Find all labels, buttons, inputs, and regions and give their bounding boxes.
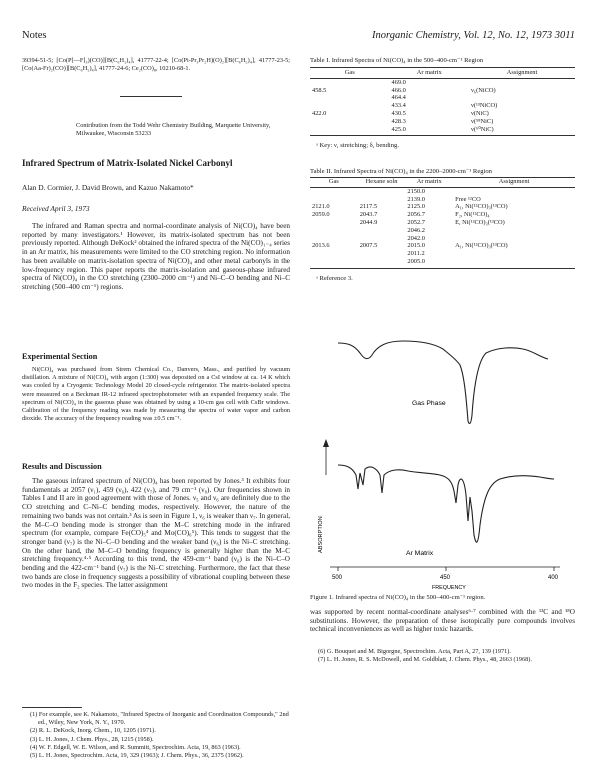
absorption-arrow-head xyxy=(323,439,329,447)
table1-row xyxy=(310,126,575,134)
table-1-header-assignment: Assignment xyxy=(469,69,575,78)
table1-cell xyxy=(310,118,390,126)
table2-row xyxy=(310,203,575,211)
received-date: Received April 3, 1973 xyxy=(22,204,90,213)
table1-cell: ν(⁶⁰NiC) xyxy=(471,125,494,133)
table1-cell xyxy=(469,78,575,86)
reference-5: (5) L. H. Jones, Spectrochim. Acta, 19, 329 (1963); J. Chem. Phys., 36, 2375 (1962). xyxy=(30,752,244,760)
table2-row xyxy=(310,250,575,258)
table2-cell xyxy=(453,227,575,235)
introduction-paragraph: The infrared and Raman spectra and normal-coordinate analysis of Ni(CO)₄ have been reported by many investigators.¹ However, its matrix-isolated spectrum has not been previously reported. Although DeKock² obtained the infrared spectra of the Ni(CO)₁₋₄ series in an Ar matrix, his measurements were limited to the CO stretching region. No information has been available on matrix-isolation spectra of Ni(CO)₄ and other metal carbonyls in the low-frequency region. This paper reports the matrix-isolation and gaseous-phase infrared spectra of Ni(CO)₄ in the CO stretching (2300–2000 cm⁻¹) and Ni–C–O bending and Ni–C stretching (500–400 cm⁻¹) regions. xyxy=(22,222,290,291)
table2-row xyxy=(310,227,575,235)
table2-cell: 2042.0 xyxy=(407,234,425,242)
table2-cell: Free ¹²CO xyxy=(455,195,481,203)
table-1-header-matrix: Ar matrix xyxy=(390,69,470,78)
table2-cell: 2015.0 xyxy=(407,242,425,250)
references-right xyxy=(318,648,575,664)
table1-cell xyxy=(310,94,390,102)
table2-row xyxy=(310,258,575,266)
table2-cell: 2011.2 xyxy=(407,250,425,258)
article-authors: Alan D. Cormier, J. David Brown, and Kazuo Nakamoto* xyxy=(22,183,194,192)
table2-cell xyxy=(358,235,406,243)
table-1 xyxy=(310,57,575,150)
table2-cell: F₂, Ni(¹²CO)₄ xyxy=(455,211,490,219)
reference-7: (7) L. H. Jones, R. S. McDowell, and M. Goldblatt, J. Chem. Phys., 48, 2663 (1968). xyxy=(318,656,532,664)
ar-matrix-label: Ar Matrix xyxy=(406,550,434,557)
table2-cell: 2059.0 xyxy=(312,211,330,219)
table-1-footnote: ᵃ Key: ν, stretching; δ, bending. xyxy=(316,142,399,150)
table2-cell: 2125.0 xyxy=(407,203,425,211)
table-2-grid xyxy=(310,178,575,266)
reference-2: (2) R. L. DeKock, Inorg. Chem., 10, 1205 (1971). xyxy=(30,727,156,735)
table2-cell: A₁, Ni(¹²CO)₃(¹³CO) xyxy=(455,203,508,211)
running-header-right: Inorganic Chemistry, Vol. 12, No. 12, 1973 3011 xyxy=(372,30,575,41)
table2-cell: 2052.7 xyxy=(407,218,425,226)
table2-cell: 2121.0 xyxy=(312,203,330,211)
table-2-header-hexane: Hexane soln xyxy=(358,178,406,187)
table2-row xyxy=(310,219,575,227)
running-header-left: Notes xyxy=(22,30,47,41)
table-2-footnote: ᵃ Reference 3. xyxy=(316,274,353,282)
article-title: Infrared Spectrum of Matrix-Isolated Nickel Carbonyl xyxy=(22,158,233,168)
table2-cell xyxy=(310,219,358,227)
previous-article-registry: 39394-51-5; [Co(P[—F]₃)(CO)][B(C₆H₅)₄], 41777-22-4; [Co(Pi-Pr₃Pr₂H)(O)₂][B(C₆H₅)₄], 41777-23-5; [Co(Aa-Fr)₂(CO)][B(C₆H₅)₄], 41777-24-6; Ce₂(CO)₈, 10210-68-1. xyxy=(22,57,290,73)
table1-cell: 430.5 xyxy=(391,109,406,117)
table2-row xyxy=(310,196,575,204)
table-2-caption: Table II. Infrared Spectra of Ni(CO)₄ in the 2200–2000-cm⁻¹ Region xyxy=(310,168,492,175)
table1-row xyxy=(310,94,575,102)
table2-cell: 2139.0 xyxy=(407,195,425,203)
experimental-heading: Experimental Section xyxy=(22,352,98,361)
table2-cell xyxy=(453,187,575,195)
table1-cell: 433.4 xyxy=(391,102,406,110)
table2-row xyxy=(310,242,575,250)
table2-cell: 2150.0 xyxy=(407,187,425,195)
table2-cell: E, Ni(¹²CO)₃(¹³CO) xyxy=(455,218,505,226)
reference-3: (3) L. H. Jones, J. Chem. Phys., 28, 1215 (1958). xyxy=(30,735,154,743)
gas-phase-label: Gas Phase xyxy=(412,400,446,407)
table2-cell xyxy=(310,196,358,204)
tick-label-500: 500 xyxy=(332,575,343,581)
table1-row xyxy=(310,87,575,95)
table2-row xyxy=(310,187,575,195)
table1-cell: ν(¹³NiCO) xyxy=(471,102,498,110)
table2-cell xyxy=(310,250,358,258)
table2-cell xyxy=(310,258,358,266)
reference-6: (6) G. Bouquet and M. Bigorgne, Spectrochim. Acta, Part A, 27, 139 (1971). xyxy=(318,648,511,655)
table2-cell xyxy=(310,235,358,243)
table2-cell: 2044.9 xyxy=(359,218,378,226)
table1-cell: ν₆(NiCO) xyxy=(471,86,496,94)
table2-cell: 2013.6 xyxy=(312,242,330,250)
table2-row xyxy=(310,211,575,219)
footnote-rule xyxy=(22,707,82,708)
table2-cell: A₁, Ni(¹²CO)₃(¹³CO) xyxy=(455,242,508,250)
table2-cell xyxy=(310,187,358,195)
table-1-header-gas: Gas xyxy=(310,69,390,78)
table1-cell: 422.0 xyxy=(312,109,327,117)
table1-cell: ν(⁵⁸NiC) xyxy=(471,117,494,125)
table1-cell xyxy=(469,94,575,102)
reference-4: (4) W. F. Edgell, W. E. Wilson, and R. Summitt, Spectrochim. Acta, 19, 863 (1963). xyxy=(30,743,241,751)
table1-cell: 425.0 xyxy=(391,125,406,133)
table1-row xyxy=(310,102,575,110)
absorption-axis-label: ABSORPTION xyxy=(318,516,324,553)
table-1-bottom-rule xyxy=(310,135,575,136)
table2-cell xyxy=(310,227,358,235)
table1-cell: 458.5 xyxy=(312,86,327,94)
table-2-header-gas: Gas xyxy=(310,178,358,187)
table1-cell: 466.0 xyxy=(391,86,406,94)
table-2-header-matrix: Ar matrix xyxy=(405,178,453,187)
frequency-axis-label: FREQUENCY xyxy=(432,585,466,591)
table2-cell: 2007.5 xyxy=(359,242,378,250)
table2-cell: 2056.7 xyxy=(407,211,425,219)
results-paragraph: The gaseous infrared spectrum of Ni(CO)₄ has been reported by Jones.³ It exhibits four fundamentals at 2057 (ν₁), 459 (ν₆), 422 (ν₇), and 79 cm⁻¹ (ν₈). Our frequencies shown in Tables I and II are in good agreement with those of Jones. ν₅ and ν₆ are definitely due to the CO stretching and C–Ni–C bending modes, respectively. However, the nature of the remaining two bands was not certain.³ As is seen in Figure 1, ν₆ is weaker than ν₇. In general, the M–C–O bending mode is stronger than the M–C stretching mode in the infrared spectrum (for example, compare Fe(CO)₅⁴ and Mo(CO)₆⁵). This tends to suggest that the stronger band (ν₇) is the Ni–C–O bending and the weaker band (ν₆) is the Ni–C stretching. On the other hand, the M–C–O bending frequency is generally higher than the M–C stretching frequency.⁴·⁵ According to this trend, the 459-cm⁻¹ band (ν₆) is the Ni–C–O bending and the 422-cm⁻¹ band (ν₇) is the Ni–C stretching. Furthermore, the fact that these two bands are close in frequency suggests a possibility of vibrational coupling between these two modes in the F₂ species. The latter assignment xyxy=(22,477,290,590)
gas-phase-trace xyxy=(338,341,548,423)
table-2-bottom-rule xyxy=(310,268,575,269)
table2-cell xyxy=(358,258,406,266)
table2-cell xyxy=(358,187,406,195)
table1-cell xyxy=(310,102,390,110)
figure-1 xyxy=(308,325,578,700)
table1-row xyxy=(310,110,575,118)
right-column-paragraph: was supported by recent normal-coordinate analyses⁶·⁷ combined with the ¹³C and ¹⁸O substitutions. However, the preparation of these isotopically pure compounds involves technical inconveniences as well as higher toxic hazards. xyxy=(310,608,575,634)
table1-row xyxy=(310,118,575,126)
ar-matrix-trace xyxy=(338,465,554,542)
table-2-header-assignment: Assignment xyxy=(453,178,575,187)
table1-row xyxy=(310,78,575,86)
table2-cell: 2005.0 xyxy=(407,257,425,265)
table2-cell xyxy=(453,258,575,266)
reference-1: (1) For example, see K. Nakamoto, "Infrared Spectra of Inorganic and Coordination Compounds," 2nd ed., Wiley, New York, N. Y., 1970. xyxy=(30,711,289,727)
separator-rule xyxy=(120,96,182,97)
table2-cell: 2117.5 xyxy=(359,203,378,211)
figure-1-caption: Figure 1. Infrared spectra of Ni(CO)₄ in the 500–400-cm⁻¹ region. xyxy=(310,594,486,601)
table2-cell: 2043.7 xyxy=(359,211,378,219)
table-1-grid xyxy=(310,69,575,133)
table-1-caption: Table I. Infrared Spectra of Ni(CO)₄ in the 500–400-cm⁻¹ Region xyxy=(310,57,575,68)
results-heading: Results and Discussion xyxy=(22,462,102,471)
table-2 xyxy=(310,168,575,283)
table1-cell xyxy=(310,126,390,134)
table1-cell: 464.4 xyxy=(391,94,406,102)
experimental-paragraph: Ni(CO)₄ was purchased from Strem Chemical Co., Danvers, Mass., and purified by vacuum distillation. A mixture of Ni(CO)₄ with argon (1:300) was deposited on a CsI window at ca. 14 K which was cooled by a Cryogenic Technology Model 20 closed-cycle refrigerator. The matrix-isolated spectra were measured on a Beckman IR-12 infrared spectrophotometer with an expanded frequency scale. The spectrum of Ni(CO)₄ in the gaseous phase was obtained by using a 10-cm gas cell with CsBr windows. Calibration of the frequency reading was made by measuring the spectra of water vapor and carbon dioxide. The accuracy of the frequency reading was ±0.5 cm⁻¹. xyxy=(22,366,290,423)
tick-label-450: 450 xyxy=(440,575,451,581)
table1-cell: 469.0 xyxy=(391,78,406,86)
tick-label-400: 400 xyxy=(548,575,559,581)
table2-cell xyxy=(358,196,406,204)
table1-cell xyxy=(310,78,390,86)
table2-cell: 2046.2 xyxy=(407,226,425,234)
table2-cell xyxy=(453,235,575,243)
table2-cell xyxy=(453,250,575,258)
contribution-line: Contribution from the Todd Wehr Chemistry Building, Marquette University, Milwaukee, Wisconsin 53233 xyxy=(76,122,271,138)
references-left xyxy=(30,711,290,760)
table2-row xyxy=(310,235,575,243)
table2-cell xyxy=(358,250,406,258)
table1-cell: 428.3 xyxy=(391,117,406,125)
table1-cell: ν(NiC) xyxy=(471,109,489,117)
table2-cell xyxy=(358,227,406,235)
